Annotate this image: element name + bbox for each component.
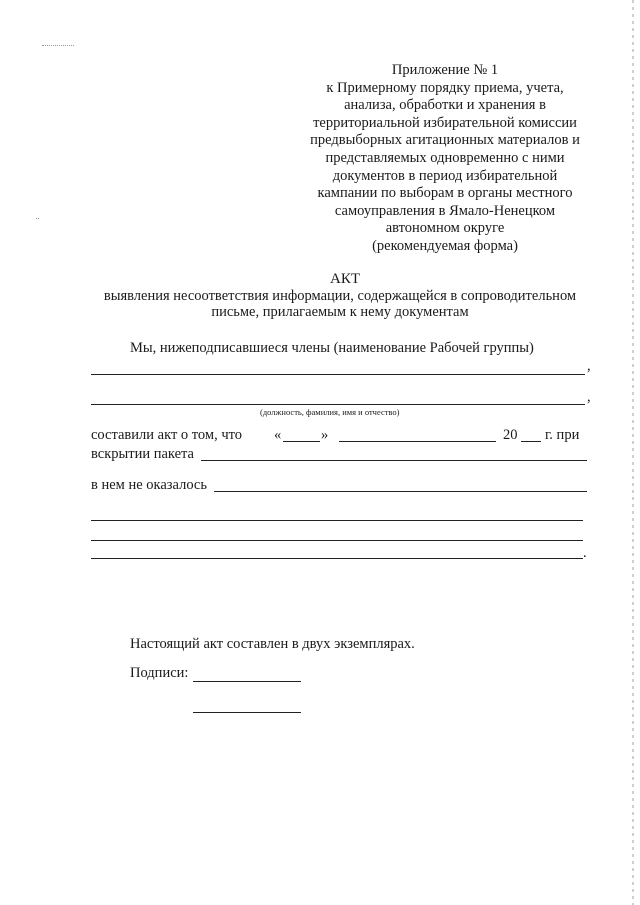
appendix-form-note: (рекомендуемая форма): [372, 237, 518, 254]
day-blank[interactable]: [283, 441, 320, 442]
quote-open: «: [274, 427, 282, 443]
scan-edge: [632, 0, 634, 905]
members-blank-line-2[interactable]: [91, 404, 585, 405]
act-title: АКТ: [330, 271, 360, 287]
package-blank[interactable]: [201, 460, 587, 461]
signature-line-1[interactable]: [193, 681, 301, 682]
not-found-blank[interactable]: [214, 491, 587, 492]
period: .: [583, 545, 587, 561]
act-subtitle-line: выявления несоответствия информации, содержащейся в сопроводительном: [103, 288, 577, 304]
blank-line-5[interactable]: [91, 558, 583, 559]
appendix-title: Приложение № 1: [391, 62, 499, 78]
appendix-line: представляемых одновременно с ними: [325, 149, 565, 166]
appendix-line: кампании по выборам в органы местного: [317, 185, 573, 202]
act-subtitle-line: письме, прилагаемым к нему документам: [211, 304, 469, 320]
appendix-line: к Примерному порядку приема, учета,: [326, 79, 564, 96]
month-blank[interactable]: [339, 441, 496, 442]
appendix-header: [300, 62, 590, 256]
year-suffix: г. при: [545, 427, 580, 443]
not-found-text: в нем не оказалось: [91, 477, 207, 493]
members-intro: Мы, нижеподписавшиеся члены (наименование Рабочей группы): [130, 340, 534, 356]
blank-line-3[interactable]: [91, 520, 583, 521]
act-made-text: составили акт о том, что: [91, 427, 243, 443]
year-prefix: 20: [503, 427, 518, 443]
signatures-label: Подписи:: [130, 665, 189, 681]
appendix-line: документов в период избирательной: [332, 167, 558, 184]
signature-line-2[interactable]: [193, 712, 301, 713]
scan-speck: [42, 45, 74, 46]
appendix-line: предвыборных агитационных материалов и: [310, 132, 580, 149]
members-blank-line-1[interactable]: [91, 374, 585, 375]
appendix-line: территориальной избирательной комиссии: [313, 114, 577, 131]
blank-line-4[interactable]: [91, 540, 583, 541]
copies-statement: Настоящий акт составлен в двух экземплярах.: [130, 636, 415, 652]
position-caption: (должность, фамилия, имя и отчество): [260, 407, 400, 417]
comma: ,: [587, 389, 591, 405]
comma: ,: [587, 358, 591, 374]
appendix-line: самоуправления в Ямало-Ненецком: [334, 202, 556, 219]
appendix-line: автономном округе: [385, 220, 505, 237]
year-blank[interactable]: [521, 441, 541, 442]
quote-close: »: [321, 427, 329, 443]
appendix-line: анализа, обработки и хранения в: [344, 97, 546, 114]
act-subtitle: [80, 288, 600, 320]
opening-package-text: вскрытии пакета: [91, 446, 194, 462]
scan-speck: [36, 218, 39, 219]
